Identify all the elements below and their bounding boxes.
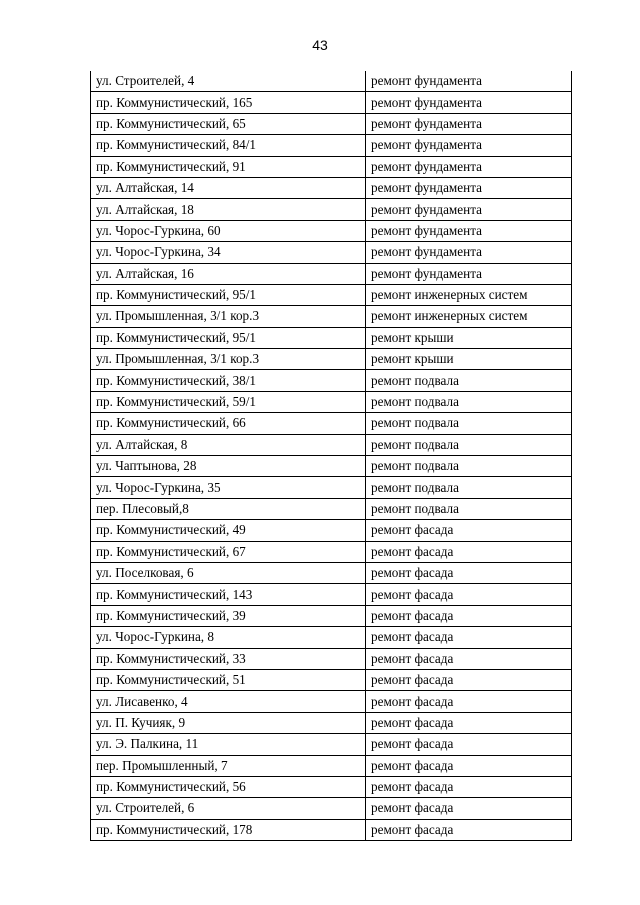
address-cell: пр. Коммунистический, 165 — [91, 92, 366, 113]
table-row — [91, 776, 572, 797]
table-row — [91, 498, 572, 519]
table-row — [91, 263, 572, 284]
table-body — [91, 71, 572, 841]
work-type-cell: ремонт фасада — [366, 669, 572, 690]
work-type-cell: ремонт крыши — [366, 327, 572, 348]
address-cell: ул. Поселковая, 6 — [91, 562, 366, 583]
work-type-cell: ремонт фундамента — [366, 242, 572, 263]
work-type-cell: ремонт фундамента — [366, 135, 572, 156]
table-row — [91, 113, 572, 134]
address-cell: пр. Коммунистический, 38/1 — [91, 370, 366, 391]
table-row — [91, 734, 572, 755]
work-type-cell: ремонт подвала — [366, 413, 572, 434]
work-type-cell: ремонт фундамента — [366, 113, 572, 134]
table-row — [91, 220, 572, 241]
work-type-cell: ремонт подвала — [366, 391, 572, 412]
address-cell: ул. Алтайская, 16 — [91, 263, 366, 284]
address-cell: пер. Промышленный, 7 — [91, 755, 366, 776]
address-cell: ул. Лисавенко, 4 — [91, 691, 366, 712]
table-row — [91, 92, 572, 113]
table-row — [91, 199, 572, 220]
table-row — [91, 648, 572, 669]
table-row — [91, 627, 572, 648]
address-cell: ул. Чорос-Гуркина, 35 — [91, 477, 366, 498]
table-row — [91, 284, 572, 305]
table-row — [91, 370, 572, 391]
work-type-cell: ремонт подвала — [366, 434, 572, 455]
address-cell: ул. Строителей, 4 — [91, 71, 366, 92]
table-row — [91, 434, 572, 455]
table-row — [91, 177, 572, 198]
work-type-cell: ремонт крыши — [366, 349, 572, 370]
work-type-cell: ремонт фасада — [366, 776, 572, 797]
table-row — [91, 520, 572, 541]
table-row — [91, 477, 572, 498]
address-cell: пр. Коммунистический, 51 — [91, 669, 366, 690]
work-type-cell: ремонт инженерных систем — [366, 306, 572, 327]
address-cell: ул. Чорос-Гуркина, 34 — [91, 242, 366, 263]
table-row — [91, 755, 572, 776]
address-cell: пр. Коммунистический, 65 — [91, 113, 366, 134]
work-type-cell: ремонт подвала — [366, 456, 572, 477]
work-type-cell: ремонт фасада — [366, 627, 572, 648]
work-type-cell: ремонт фасада — [366, 541, 572, 562]
table-row — [91, 135, 572, 156]
table-row — [91, 541, 572, 562]
work-type-cell: ремонт инженерных систем — [366, 284, 572, 305]
work-type-cell: ремонт фасада — [366, 648, 572, 669]
address-cell: ул. Чорос-Гуркина, 60 — [91, 220, 366, 241]
address-cell: ул. Чорос-Гуркина, 8 — [91, 627, 366, 648]
table-row — [91, 605, 572, 626]
table-row — [91, 669, 572, 690]
address-cell: пр. Коммунистический, 39 — [91, 605, 366, 626]
table-row — [91, 798, 572, 819]
work-type-cell: ремонт фасада — [366, 584, 572, 605]
work-type-cell: ремонт подвала — [366, 370, 572, 391]
address-cell: пр. Коммунистический, 56 — [91, 776, 366, 797]
work-type-cell: ремонт фасада — [366, 755, 572, 776]
address-cell: пр. Коммунистический, 84/1 — [91, 135, 366, 156]
table-row — [91, 456, 572, 477]
address-cell: ул. Строителей, 6 — [91, 798, 366, 819]
address-cell: ул. Промышленная, 3/1 кор.3 — [91, 349, 366, 370]
address-cell: ул. Э. Палкина, 11 — [91, 734, 366, 755]
work-type-cell: ремонт фундамента — [366, 71, 572, 92]
table-row — [91, 327, 572, 348]
address-cell: ул. П. Кучияк, 9 — [91, 712, 366, 733]
address-cell: пр. Коммунистический, 66 — [91, 413, 366, 434]
table-row — [91, 819, 572, 840]
work-type-cell: ремонт фасада — [366, 734, 572, 755]
work-type-cell: ремонт фасада — [366, 691, 572, 712]
work-type-cell: ремонт фундамента — [366, 92, 572, 113]
work-type-cell: ремонт фундамента — [366, 177, 572, 198]
address-cell: пр. Коммунистический, 33 — [91, 648, 366, 669]
address-cell: пр. Коммунистический, 59/1 — [91, 391, 366, 412]
address-cell: пр. Коммунистический, 143 — [91, 584, 366, 605]
page-number: 43 — [312, 37, 328, 53]
address-cell: ул. Алтайская, 14 — [91, 177, 366, 198]
work-type-cell: ремонт фундамента — [366, 156, 572, 177]
work-type-cell: ремонт фундамента — [366, 199, 572, 220]
table-row — [91, 691, 572, 712]
work-type-cell: ремонт фасада — [366, 605, 572, 626]
address-cell: пр. Коммунистический, 67 — [91, 541, 366, 562]
work-type-cell: ремонт фасада — [366, 562, 572, 583]
table-row — [91, 712, 572, 733]
address-cell: ул. Промышленная, 3/1 кор.3 — [91, 306, 366, 327]
work-type-cell: ремонт фасада — [366, 819, 572, 840]
work-type-cell: ремонт подвала — [366, 498, 572, 519]
table-row — [91, 349, 572, 370]
work-type-cell: ремонт фундамента — [366, 263, 572, 284]
address-cell: ул. Алтайская, 8 — [91, 434, 366, 455]
address-cell: пр. Коммунистический, 95/1 — [91, 327, 366, 348]
work-type-cell: ремонт фундамента — [366, 220, 572, 241]
table-row — [91, 562, 572, 583]
address-cell: пр. Коммунистический, 49 — [91, 520, 366, 541]
address-cell: пр. Коммунистический, 178 — [91, 819, 366, 840]
table-row — [91, 242, 572, 263]
table-row — [91, 71, 572, 92]
table-row — [91, 584, 572, 605]
work-type-cell: ремонт фасада — [366, 712, 572, 733]
address-cell: ул. Алтайская, 18 — [91, 199, 366, 220]
address-cell: пр. Коммунистический, 91 — [91, 156, 366, 177]
address-cell: пр. Коммунистический, 95/1 — [91, 284, 366, 305]
address-cell: пер. Плесовый,8 — [91, 498, 366, 519]
address-cell: ул. Чаптынова, 28 — [91, 456, 366, 477]
table-row — [91, 306, 572, 327]
table-row — [91, 156, 572, 177]
repair-works-table — [90, 71, 572, 841]
table-row — [91, 391, 572, 412]
work-type-cell: ремонт фасада — [366, 798, 572, 819]
work-type-cell: ремонт подвала — [366, 477, 572, 498]
table-row — [91, 413, 572, 434]
work-type-cell: ремонт фасада — [366, 520, 572, 541]
